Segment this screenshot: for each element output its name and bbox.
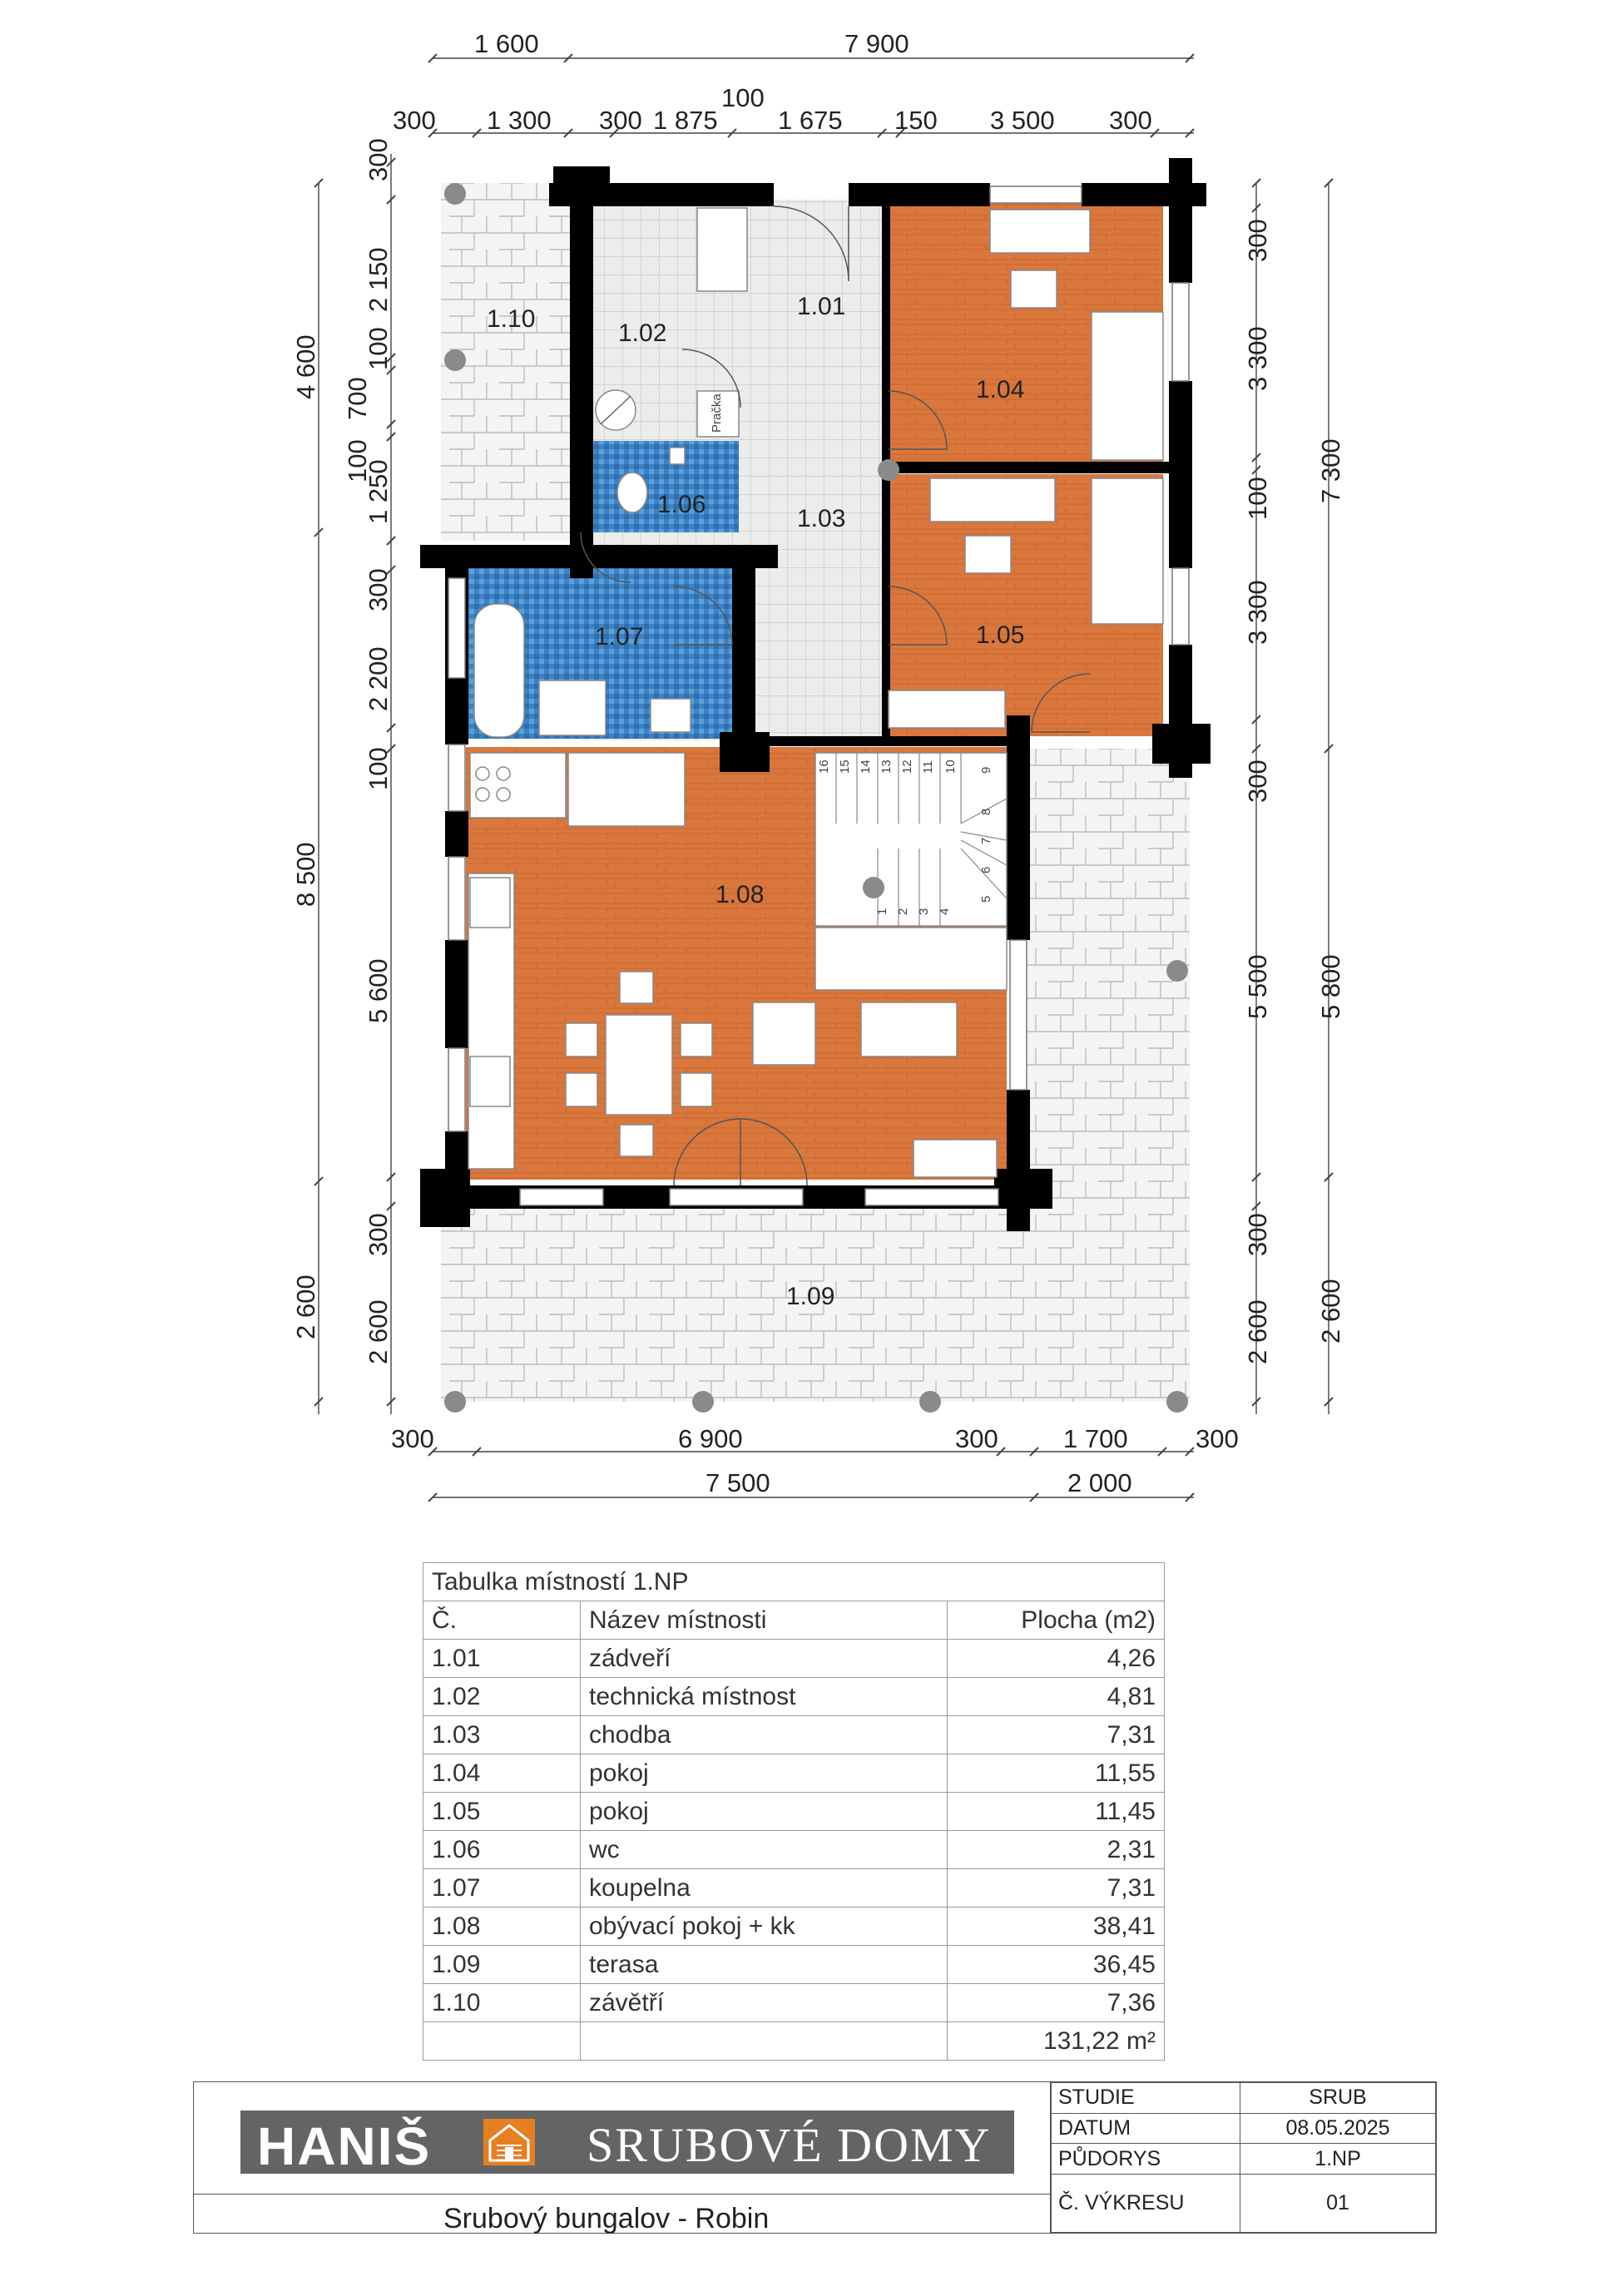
title-block-fields bbox=[1051, 2082, 1436, 2233]
room-name: obývací pokoj + kk bbox=[581, 1908, 948, 1946]
kitchen-counter bbox=[470, 753, 566, 818]
room-label-1-05: 1.05 bbox=[976, 621, 1025, 649]
dim-right-inner-3: 100 bbox=[1243, 477, 1272, 520]
room-name: chodba bbox=[581, 1716, 948, 1754]
stair-step-number: 4 bbox=[938, 908, 952, 915]
dim-right-inner-1: 300 bbox=[1243, 219, 1272, 262]
field-value: 01 bbox=[1240, 2175, 1436, 2233]
dim-right-outer-3: 2 600 bbox=[1316, 1279, 1345, 1343]
field-row bbox=[1052, 2175, 1436, 2233]
house-logo-icon bbox=[483, 2119, 535, 2165]
dim-left bbox=[291, 138, 393, 1364]
room-name: pokoj bbox=[581, 1754, 948, 1793]
dim-left-outer-2: 8 500 bbox=[291, 842, 320, 907]
dim-top-inner-8: 300 bbox=[1109, 106, 1152, 135]
room-number: 1.08 bbox=[423, 1908, 581, 1946]
dim-top-outer-1: 1 600 bbox=[474, 29, 539, 58]
dim-right-outer-1: 7 300 bbox=[1316, 438, 1345, 503]
table-row bbox=[423, 1946, 1165, 1984]
bed-icon bbox=[1092, 312, 1163, 460]
room-number: 1.10 bbox=[423, 1984, 581, 2022]
dim-top-inner-4: 1 875 bbox=[653, 106, 718, 135]
brand-tagline: SRUBOVÉ DOMY bbox=[587, 2118, 992, 2172]
dim-top-inner-2: 1 300 bbox=[487, 106, 552, 135]
dim-bottom-inner-2: 6 900 bbox=[678, 1424, 743, 1453]
stair-step-number: 16 bbox=[817, 760, 831, 774]
title-block bbox=[193, 2081, 1437, 2234]
staircase bbox=[815, 753, 1007, 926]
room-area: 7,31 bbox=[948, 1869, 1165, 1908]
table-row bbox=[423, 1869, 1165, 1908]
dim-left-inner-5: 100 bbox=[343, 439, 372, 482]
bathtub-icon bbox=[474, 604, 524, 737]
room-area: 4,81 bbox=[948, 1678, 1165, 1716]
table-row bbox=[423, 1640, 1165, 1678]
kitchen-island bbox=[568, 753, 685, 826]
field-label: DATUM bbox=[1052, 2113, 1240, 2144]
stair-step-number: 1 bbox=[875, 908, 889, 915]
room-number: 1.05 bbox=[423, 1793, 581, 1831]
shower-icon bbox=[539, 680, 606, 735]
table-row bbox=[423, 1908, 1165, 1946]
dim-bottom bbox=[391, 1424, 1239, 1497]
field-label: STUDIE bbox=[1052, 2083, 1240, 2114]
desk-icon bbox=[990, 210, 1090, 253]
room-number: 1.07 bbox=[423, 1869, 581, 1908]
table-total-row bbox=[423, 2022, 1165, 2061]
table-row bbox=[423, 1716, 1165, 1754]
dim-top-inner-5: 1 675 bbox=[778, 106, 843, 135]
stair-step-number: 7 bbox=[979, 837, 993, 844]
col-header-number: Č. bbox=[423, 1601, 581, 1640]
dim-top-outer-2: 7 900 bbox=[844, 29, 909, 58]
stair-step-number: 14 bbox=[859, 760, 873, 774]
dim-bottom-inner-1: 300 bbox=[391, 1424, 434, 1453]
empty-cell bbox=[423, 2022, 581, 2061]
stair-step-number: 5 bbox=[979, 895, 993, 903]
dim-left-outer-3: 2 600 bbox=[291, 1274, 320, 1339]
stair-step-number: 15 bbox=[838, 760, 852, 774]
stair-step-number: 12 bbox=[900, 760, 914, 774]
dim-left-inner-6: 1 250 bbox=[364, 459, 393, 524]
title-block-divider bbox=[194, 2194, 1051, 2195]
room-name: technická místnost bbox=[581, 1678, 948, 1716]
room-label-1-09: 1.09 bbox=[786, 1283, 835, 1310]
sink-icon bbox=[651, 699, 691, 732]
room-area: 38,41 bbox=[948, 1908, 1165, 1946]
floor-east-paving bbox=[1019, 749, 1190, 1190]
project-name: Srubový bungalov - Robin bbox=[443, 2203, 770, 2234]
room-label-1-03: 1.03 bbox=[797, 505, 846, 532]
col-header-name: Název místnosti bbox=[581, 1601, 948, 1640]
stair-step-number: 6 bbox=[979, 866, 993, 873]
room-area: 4,26 bbox=[948, 1640, 1165, 1678]
dim-right bbox=[1243, 219, 1345, 1364]
toilet-icon bbox=[617, 473, 647, 512]
room-table-title-row bbox=[423, 1563, 1165, 1601]
room-label-1-04: 1.04 bbox=[976, 376, 1025, 403]
field-label: PŮDORYS bbox=[1052, 2144, 1240, 2175]
room-area: 2,31 bbox=[948, 1831, 1165, 1869]
stair-step-number: 13 bbox=[879, 760, 894, 774]
field-value: 08.05.2025 bbox=[1240, 2113, 1436, 2144]
dining-table bbox=[606, 1015, 672, 1115]
dim-bottom-inner-3: 300 bbox=[955, 1424, 998, 1453]
dim-right-inner-5: 300 bbox=[1243, 760, 1272, 803]
sofa-icon bbox=[815, 928, 1007, 990]
dim-right-inner-2: 3 300 bbox=[1243, 326, 1272, 391]
dim-top-mid: 100 bbox=[721, 83, 765, 112]
room-name: pokoj bbox=[581, 1793, 948, 1831]
dim-top bbox=[393, 29, 1152, 135]
room-name: závětří bbox=[581, 1984, 948, 2022]
dim-top-inner-3: 300 bbox=[599, 106, 642, 135]
total-area: 131,22 m² bbox=[948, 2022, 1165, 2061]
dim-top-inner-1: 300 bbox=[393, 106, 436, 135]
field-row bbox=[1052, 2083, 1436, 2114]
brand-name: HANIŠ bbox=[257, 2116, 432, 2176]
room-table-title: Tabulka místností 1.NP bbox=[423, 1563, 1165, 1601]
room-number: 1.06 bbox=[423, 1831, 581, 1869]
desk-icon bbox=[930, 478, 1055, 522]
dim-left-inner-10: 5 600 bbox=[364, 958, 393, 1023]
room-area: 7,36 bbox=[948, 1984, 1165, 2022]
field-label: Č. VÝKRESU bbox=[1052, 2175, 1240, 2233]
room-table-header bbox=[423, 1601, 1165, 1640]
dim-left-inner-7: 300 bbox=[364, 568, 393, 611]
company-logo bbox=[240, 2110, 1014, 2174]
chair-icon bbox=[965, 536, 1011, 573]
dim-right-inner-6: 5 500 bbox=[1243, 954, 1272, 1019]
dim-left-inner-8: 2 200 bbox=[364, 646, 393, 711]
room-area: 7,31 bbox=[948, 1716, 1165, 1754]
room-area: 11,45 bbox=[948, 1793, 1165, 1831]
room-name: zádveří bbox=[581, 1640, 948, 1678]
dim-left-inner-9: 100 bbox=[364, 747, 393, 790]
room-name: wc bbox=[581, 1831, 948, 1869]
table-row bbox=[423, 1754, 1165, 1793]
dim-left-inner-2: 2 150 bbox=[364, 247, 393, 312]
stair-step-number: 9 bbox=[979, 766, 993, 774]
room-area: 11,55 bbox=[948, 1754, 1165, 1793]
dim-left-inner-11: 300 bbox=[364, 1213, 393, 1256]
dim-left-inner-12: 2 600 bbox=[364, 1299, 393, 1364]
dim-left-inner-4: 700 bbox=[343, 377, 372, 420]
field-value: SRUB bbox=[1240, 2083, 1436, 2114]
field-value: 1.NP bbox=[1240, 2144, 1436, 2175]
dim-bottom-inner-4: 1 700 bbox=[1063, 1424, 1128, 1453]
room-label-1-10: 1.10 bbox=[487, 305, 536, 333]
table-row bbox=[423, 1678, 1165, 1716]
room-label-1-02: 1.02 bbox=[618, 319, 667, 347]
stair-step-number: 2 bbox=[896, 908, 910, 915]
dim-right-inner-7: 300 bbox=[1243, 1213, 1272, 1256]
room-number: 1.03 bbox=[423, 1716, 581, 1754]
room-name: koupelna bbox=[581, 1869, 948, 1908]
chair-icon bbox=[1011, 270, 1057, 308]
table-row bbox=[423, 1984, 1165, 2022]
dim-top-inner-7: 3 500 bbox=[990, 106, 1055, 135]
stair-step-number: 10 bbox=[943, 760, 958, 774]
room-number: 1.02 bbox=[423, 1678, 581, 1716]
empty-cell bbox=[581, 2022, 948, 2061]
dim-right-outer-2: 5 800 bbox=[1316, 954, 1345, 1019]
table-row bbox=[423, 1793, 1165, 1831]
dim-left-inner-1: 300 bbox=[364, 138, 393, 181]
dim-bottom-outer-2: 2 000 bbox=[1067, 1468, 1132, 1497]
stair-step-number: 11 bbox=[921, 760, 935, 774]
room-label-1-01: 1.01 bbox=[797, 293, 846, 320]
room-number: 1.04 bbox=[423, 1754, 581, 1793]
dim-right-inner-4: 3 300 bbox=[1243, 580, 1272, 645]
dim-right-inner-8: 2 600 bbox=[1243, 1299, 1272, 1364]
dim-top-inner-6: 150 bbox=[894, 106, 938, 135]
room-name: terasa bbox=[581, 1946, 948, 1984]
floor-1-06-mosaic bbox=[591, 441, 739, 532]
stair-step-number: 3 bbox=[917, 908, 931, 915]
field-row bbox=[1052, 2144, 1436, 2175]
washer-label: Pračka bbox=[710, 393, 724, 433]
room-number: 1.01 bbox=[423, 1640, 581, 1678]
stair-step-number: 8 bbox=[979, 808, 993, 815]
bed-icon bbox=[1092, 478, 1163, 624]
dim-left-outer-1: 4 600 bbox=[291, 334, 320, 399]
table-row bbox=[423, 1831, 1165, 1869]
room-label-1-08: 1.08 bbox=[715, 881, 765, 908]
room-number: 1.09 bbox=[423, 1946, 581, 1984]
room-label-1-06: 1.06 bbox=[657, 491, 706, 518]
col-header-area: Plocha (m2) bbox=[948, 1601, 1165, 1640]
field-row bbox=[1052, 2113, 1436, 2144]
dim-bottom-inner-5: 300 bbox=[1196, 1424, 1239, 1453]
room-table bbox=[423, 1562, 1165, 2061]
fireplace-icon bbox=[914, 1140, 997, 1177]
title-block-left bbox=[194, 2082, 1051, 2233]
dim-bottom-outer-1: 7 500 bbox=[706, 1468, 770, 1497]
room-area: 36,45 bbox=[948, 1946, 1165, 1984]
room-label-1-07: 1.07 bbox=[595, 623, 644, 651]
dim-left-inner-3: 100 bbox=[364, 327, 393, 370]
